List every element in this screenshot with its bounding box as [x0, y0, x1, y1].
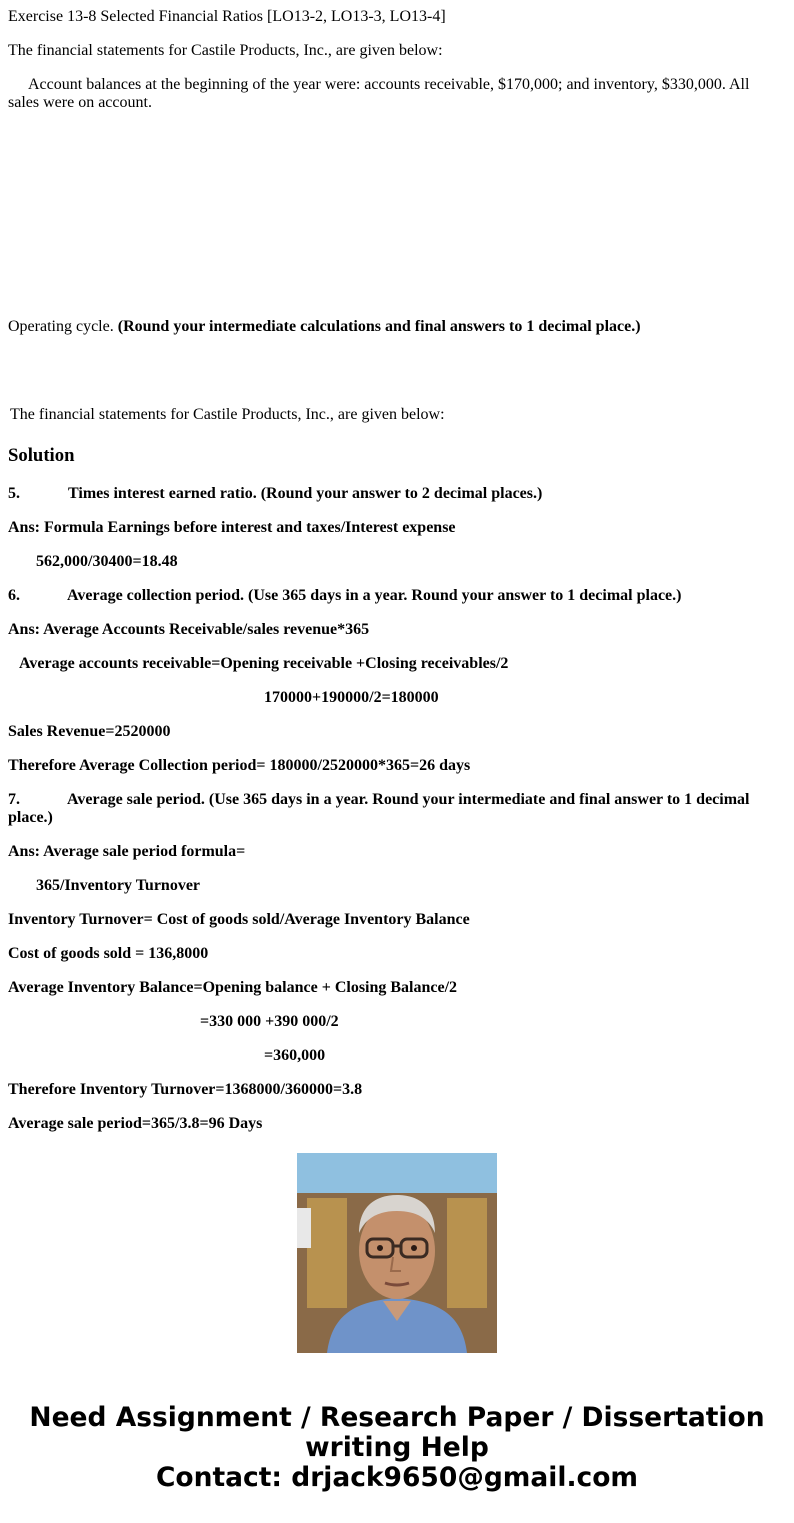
q6-average-receivable: Average accounts receivable=Opening receivable +Closing receivables/2 — [19, 655, 509, 672]
q7-formula: 365/Inventory Turnover — [36, 877, 201, 894]
avatar-switchboard — [297, 1208, 311, 1248]
operating-cycle-label: Operating cycle. — [8, 318, 114, 335]
q7-text: Average sale period. (Use 365 days in a year. Round your intermediate and final answer to 1 decimal place.) — [8, 791, 750, 826]
footer-banner — [0, 1403, 794, 1493]
q7-number: 7. — [8, 791, 20, 808]
avatar-wall-panel-right — [447, 1198, 487, 1308]
operating-cycle-instruction: (Round your intermediate calculations and final answers to 1 decimal place.) — [117, 318, 641, 335]
q7-average-calculation: =330 000 +390 000/2 — [200, 1013, 339, 1030]
q6-sales-revenue: Sales Revenue=2520000 — [8, 723, 171, 740]
q6-question — [8, 587, 681, 605]
q5-text: Times interest earned ratio. (Round your answer to 2 decimal places.) — [68, 485, 543, 502]
footer-line-1: Need Assignment / Research Paper / Dissertation — [29, 1402, 765, 1433]
q6-result: Therefore Average Collection period= 180000/2520000*365=26 days — [8, 757, 471, 774]
q7-question — [8, 791, 784, 827]
q7-average-inventory: Average Inventory Balance=Opening balance + Closing Balance/2 — [8, 979, 458, 996]
balances-paragraph: Account balances at the beginning of the year were: accounts receivable, $170,000; and inventory, $330,000. All sales were on account. — [8, 76, 750, 111]
q6-calculation: 170000+190000/2=180000 — [264, 689, 439, 706]
q6-text: Average collection period. (Use 365 days in a year. Round your answer to 1 decimal place.) — [67, 587, 682, 604]
author-avatar — [297, 1153, 497, 1353]
avatar-eye-right — [411, 1245, 417, 1251]
avatar-eye-left — [377, 1245, 383, 1251]
q6-answer: Ans: Average Accounts Receivable/sales revenue*365 — [8, 621, 370, 638]
avatar-wall-panel-left — [307, 1198, 347, 1308]
q5-calculation: 562,000/30400=18.48 — [36, 553, 178, 570]
q7-final-result: Average sale period=365/3.8=96 Days — [8, 1115, 263, 1132]
q5-answer: Ans: Formula Earnings before interest and taxes/Interest expense — [8, 519, 456, 536]
q7-average-result: =360,000 — [264, 1047, 326, 1064]
q7-turnover-result: Therefore Inventory Turnover=1368000/360000=3.8 — [8, 1081, 363, 1098]
exercise-title: Exercise 13-8 Selected Financial Ratios [LO13-2, LO13-3, LO13-4] — [8, 8, 446, 25]
footer-line-2: writing Help — [305, 1432, 489, 1463]
q7-answer: Ans: Average sale period formula= — [8, 843, 246, 860]
q7-cogs: Cost of goods sold = 136,8000 — [8, 945, 209, 962]
q6-number: 6. — [8, 587, 20, 604]
solution-heading: Solution — [8, 445, 75, 466]
q7-turnover-formula: Inventory Turnover= Cost of goods sold/Average Inventory Balance — [8, 911, 470, 928]
q5-question — [8, 485, 542, 503]
intro-paragraph: The financial statements for Castile Products, Inc., are given below: — [8, 42, 443, 59]
author-portrait — [297, 1153, 497, 1353]
q5-number: 5. — [8, 485, 20, 502]
solution-content — [8, 482, 786, 1132]
intro-repeat: The financial statements for Castile Products, Inc., are given below: — [10, 406, 445, 423]
operating-cycle-question — [8, 318, 641, 336]
footer-contact[interactable]: Contact: drjack9650@gmail.com — [155, 1462, 639, 1493]
